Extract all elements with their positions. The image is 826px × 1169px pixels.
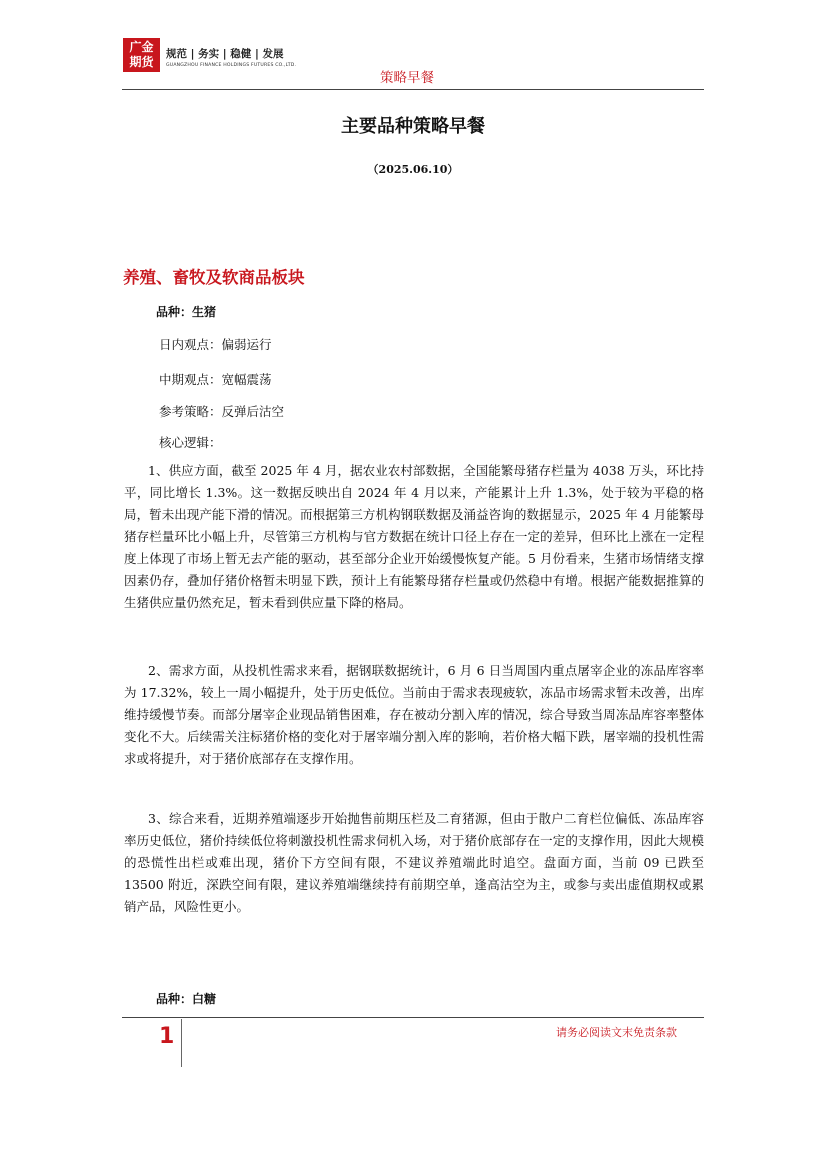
header-report-tag: 策略早餐	[380, 70, 434, 86]
footer-vertical-divider	[181, 1019, 182, 1067]
company-english-name: GUANGZHOU FINANCE HOLDINGS FUTURES CO.,LTD.	[166, 63, 297, 68]
logo-text-line1: 广金	[129, 40, 154, 54]
reference-strategy: 参考策略：反弹后沽空	[159, 404, 285, 419]
company-logo	[123, 38, 160, 72]
footer-divider	[122, 1017, 704, 1018]
variety-heading-hog: 品种：生猪	[156, 305, 217, 319]
company-slogan: 规范 | 务实 | 稳健 | 发展	[166, 48, 284, 60]
logo-text-line2: 期货	[129, 55, 154, 69]
variety-heading-sugar: 品种：白糖	[156, 992, 217, 1006]
core-logic-label: 核心逻辑：	[159, 435, 222, 450]
document-title: 主要品种策略早餐	[341, 116, 485, 137]
paragraph-demand: 2、需求方面，从投机性需求来看，据钢联数据统计，6 月 6 日当周国内重点屠宰企业的冻品库容率为 17.32%，较上一周小幅提升，处于历史低位。当前由于需求表现疲软，冻品市场需求暂未改善，出库维持缓慢节奏。而部分屠宰企业现品销售困难，存在被动分割入库的情况，综合导致当周冻品库容率整体变化不大。后续需关注标猪价格的变化对于屠宰端分割入库的影响，若价格大幅下跌，屠宰端的投机性需求或将提升，对于猪价底部存在支撑作用。	[124, 663, 704, 766]
header-divider	[122, 89, 704, 90]
intraday-view: 日内观点：偏弱运行	[159, 337, 272, 352]
midterm-view: 中期观点：宽幅震荡	[159, 372, 272, 387]
document-date: （2025.06.10）	[367, 163, 459, 176]
disclaimer-notice: 请务必阅读文末免责条款	[556, 1026, 677, 1039]
page-number: 1	[159, 1024, 175, 1049]
section-title: 养殖、畜牧及软商品板块	[123, 268, 305, 287]
paragraph-summary: 3、综合来看，近期养殖端逐步开始抛售前期压栏及二育猪源，但由于散户二育栏位偏低、冻品库容率历史低位，猪价持续低位将刺激投机性需求伺机入场，对于猪价底部存在一定的支撑作用，因此大规模的恐慌性出栏或难出现，猪价下方空间有限，不建议养殖端此时追空。盘面方面，当前 09 已跌至 13500 附近，深跌空间有限，建议养殖端继续持有前期空单，逢高沽空为主，或参与卖出虚值期权或累销产品，风险性更小。	[124, 811, 704, 914]
paragraph-supply: 1、供应方面，截至 2025 年 4 月，据农业农村部数据，全国能繁母猪存栏量为 4038 万头，环比持平，同比增长 1.3%。这一数据反映出自 2024 年 4 月以来，产能累计上升 1.3%，处于较为平稳的格局，暂未出现产能下滑的情况。而根据第三方机构钢联数据及涌益咨询的数据显示，2025 年 4 月能繁母猪存栏量环比小幅上升，尽管第三方机构与官方数据在统计口径上存在一定的差异，但环比上涨在一定程度上体现了市场上暂无去产能的驱动，甚至部分企业开始缓慢恢复产能。5 月份看来，生猪市场情绪支撑因素仍存，叠加仔猪价格暂未明显下跌，预计上有能繁母猪存栏量或仍然稳中有增。根据产能数据推算的生猪供应量仍然充足，暂未看到供应量下降的格局。	[124, 463, 704, 610]
